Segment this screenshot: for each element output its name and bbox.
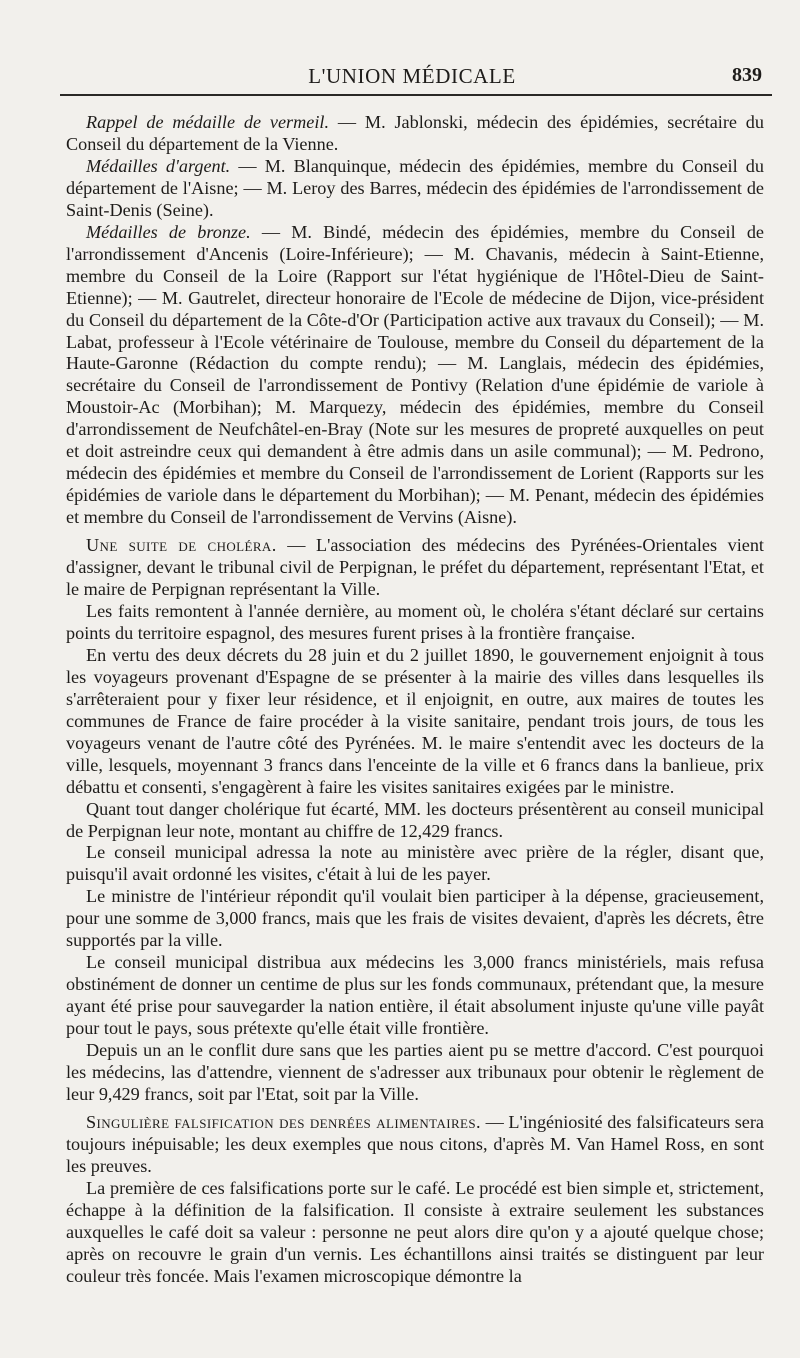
paragraph-falsification-heading bbox=[66, 1112, 764, 1178]
paragraph: Le ministre de l'intérieur répondit qu'il voulait bien participer à la dépense, gracieusement, pour une somme de 3,000 francs, mais que les frais de visites devaient, d'après les décrets, être supportés par la ville. bbox=[66, 886, 764, 951]
paragraph-text: — L'ingéniosité des falsificateurs sera toujours inépuisable; les deux exemples que nous citons, d'après M. Van Hamel Ross, en sont les preuves. bbox=[66, 1111, 764, 1176]
paragraph: La première de ces falsifications porte sur le café. Le procédé est bien simple et, strictement, échappe à la définition de la falsification. Il consiste à extraire seulement les substances auxquelles le café doit sa valeur : personne ne peut alors dire qu'on y a ajouté quelque chose; après on recouvre le grain d'un vernis. Les échantillons ainsi traités se distinguent par leur couleur très foncée. Mais l'examen microscopique démontre la bbox=[66, 1177, 764, 1286]
paragraph-text: — L'association des médecins des Pyrénées-Orientales vient d'assigner, devant le tribunal civil de Perpignan, le préfet du département, représentant l'Etat, et le maire de Perpignan représentant la Ville. bbox=[66, 535, 764, 600]
running-title: L'UNION MÉDICALE bbox=[308, 64, 516, 88]
paragraph-text: — M. Blanquinque, médecin des épidémies, membre du Conseil du département de l'Aisne; — M. Leroy des Barres, médecin des épidémies de l'arrondissement de Saint-Denis (Seine). bbox=[66, 155, 764, 220]
paragraph: Le conseil municipal adressa la note au ministère avec prière de la régler, disant que, puisqu'il avait ordonné les visites, c'était à lui de les payer. bbox=[66, 842, 764, 885]
paragraph: Les faits remontent à l'année dernière, au moment où, le choléra s'étant déclaré sur certains points du territoire espagnol, des mesures furent prises à la frontière française. bbox=[66, 600, 764, 643]
page-number: 839 bbox=[732, 64, 762, 86]
paragraph-text: — M. Bindé, médecin des épidémies, membre du Conseil de l'arrondissement d'Ancenis (Loire-Inférieure); — M. Chavanis, médecin à Saint-Etienne, membre du Conseil de la Loire (Rapport sur l'état hygiénique de l'Hôtel-Dieu de Saint-Etienne); — M. Gautrelet, directeur honoraire de l'Ecole de médecine de Dijon, vice-président du Conseil du département de la Côte-d'Or (Participation active aux travaux du Conseil); — M. Labat, professeur à l'Ecole vétérinaire de Toulouse, membre du Conseil du département de la Haute-Garonne (Rédaction du compte rendu); — M. Langlais, médecin des épidémies, secrétaire du Conseil de l'arrondissement de Pontivy (Relation d'une épidémie de variole à Moustoir-Ac (Morbihan); M. Marquezy, médecin des épidémies, membre du Conseil d'arrondissement de Neufchâtel-en-Bray (Note sur les mesures de propreté auxquelles on peut et doit astreindre ceux qui demandent à être admis dans un asile communal); — M. Pedrono, médecin des épidémies et membre du Conseil de l'arrondissement de Lorient (Rapports sur les épidémies de variole dans le département du Morbihan); — M. Penant, médecin des épidémies et membre du Conseil de l'arrondissement de Vervins (Aisne). bbox=[66, 221, 764, 528]
section-lead: Singulière falsification des denrées alimentaires. bbox=[86, 1111, 481, 1132]
paragraph: Quant tout danger cholérique fut écarté, MM. les docteurs présentèrent au conseil municipal de Perpignan leur note, montant au chiffre de 12,429 francs. bbox=[66, 798, 764, 841]
header-rule bbox=[60, 94, 772, 96]
paragraph-silver-medals bbox=[66, 156, 764, 222]
paragraph: En vertu des deux décrets du 28 juin et du 2 juillet 1890, le gouvernement enjoignit à tous les voyageurs provenant d'Espagne de se présenter à la mairie des villes dans lesquelles ils s'arrêteraient pour y fixer leur résidence, et il enjoignit, en outre, aux maires de toutes les communes de France de faire procéder à la visite sanitaire, pendant trois jours, de tous les voyageurs venant de l'autre côté des Pyrénées. M. le maire s'entendit avec les docteurs de la ville, lesquels, moyennant 3 francs dans l'enceinte de la ville et 6 francs dans la banlieue, prix débattu et consenti, s'engagèrent à faire les visites sanitaires exigées par le ministre. bbox=[66, 644, 764, 797]
paragraph: Le conseil municipal distribua aux médecins les 3,000 francs ministériels, mais refusa obstinément de donner un centime de plus sur les fonds communaux, prétendant que, la mesure ayant été prise pour sauvegarder la nation entière, il était absolument injuste qu'une ville payât pour tout le pays, sous prétexte qu'elle était ville frontière. bbox=[66, 952, 764, 1039]
section-lead: Une suite de choléra. bbox=[86, 535, 277, 556]
paragraph-cholera-heading bbox=[66, 535, 764, 601]
paragraph-lead: Médailles d'argent. bbox=[86, 155, 231, 176]
paragraph-vermeil-medal bbox=[66, 112, 764, 156]
page-header bbox=[62, 62, 762, 92]
paragraph: Depuis un an le conflit dure sans que les parties aient pu se mettre d'accord. C'est pourquoi les médecins, las d'attendre, viennent de s'adresser aux tribunaux pour obtenir le règlement de leur 9,429 francs, soit par l'Etat, soit par la Ville. bbox=[66, 1040, 764, 1104]
paragraph-bronze-medals bbox=[66, 222, 764, 529]
paragraph-lead: Médailles de bronze. bbox=[86, 221, 251, 242]
paragraph-text: — M. Jablonski, médecin des épidémies, secrétaire du Conseil du département de la Vienne. bbox=[66, 112, 764, 154]
paragraph-lead: Rappel de médaille de vermeil. bbox=[86, 112, 329, 132]
body-text bbox=[66, 112, 764, 1288]
